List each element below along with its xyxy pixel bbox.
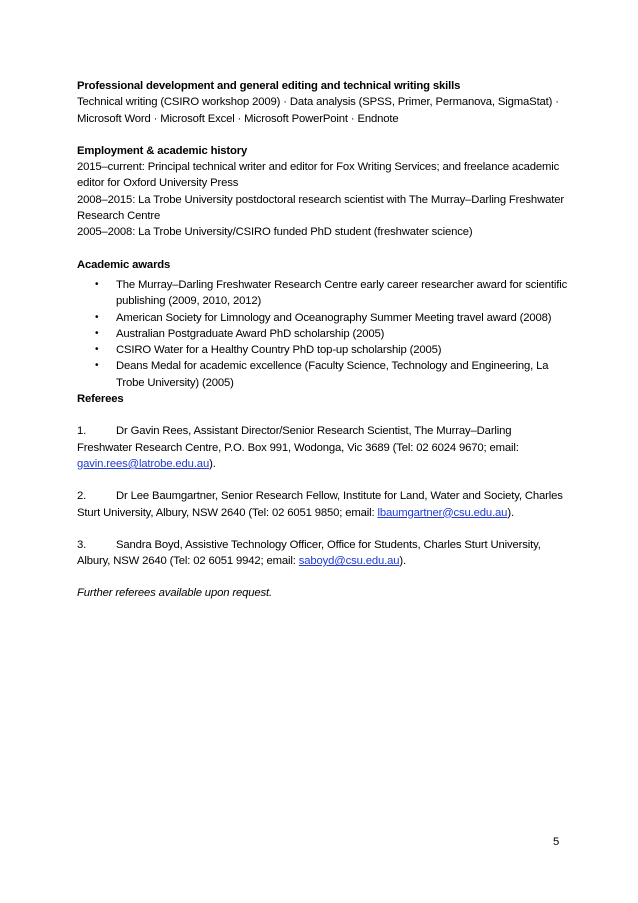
bullet-icon: • [95, 311, 99, 323]
page-number: 5 [553, 836, 560, 848]
award-text: Deans Medal for academic excellence (Faculty Science, Technology and Engineering, La Trobe University) (2005) [116, 360, 549, 389]
employment-heading: Employment & academic history [77, 144, 248, 157]
section-spacer [77, 521, 569, 537]
referee-suffix: ). [399, 555, 406, 568]
award-text: American Society for Limnology and Oceanography Summer Meeting travel award (2008) [116, 311, 552, 324]
section-spacer [77, 407, 569, 423]
bullet-icon: • [95, 278, 99, 290]
referee-number: 1. [77, 425, 87, 438]
page-content [77, 78, 569, 602]
employment-entry: 2008–2015: La Trobe University postdoctoral research scientist with The Murray–Darling Freshwater Research Centre [77, 193, 564, 223]
award-item [77, 326, 569, 342]
skills-line: Microsoft Word · Microsoft Excel · Microsoft PowerPoint · Endnote [77, 112, 399, 125]
award-text: The Murray–Darling Freshwater Research Centre early career researcher award for scientific publishing (2009, 2010, 2012) [116, 278, 568, 308]
referee-email-link[interactable]: saboyd@csu.edu.au [298, 555, 400, 568]
employment-entry: 2015–current: Principal technical writer and editor for Fox Writing Services; and freelance academic editor for Oxford University Press [77, 161, 560, 190]
section-spacer [77, 127, 569, 143]
referee-entry [77, 488, 569, 521]
referee-suffix: ). [507, 506, 514, 519]
award-item [77, 310, 569, 326]
award-text: Australian Postgraduate Award PhD scholarship (2005) [116, 327, 385, 340]
skills-heading: Professional development and general editing and technical writing skills [77, 80, 461, 92]
awards-list [77, 277, 569, 391]
referee-email-link[interactable]: gavin.rees@latrobe.edu.au [77, 457, 210, 470]
award-item [77, 342, 569, 358]
section-spacer [77, 472, 569, 488]
referees-note: Further referees available upon request. [77, 587, 272, 600]
referee-entry [77, 537, 569, 570]
section-spacer [77, 569, 569, 585]
referee-text: Sandra Boyd, Assistive Technology Officer, Office for Students, Charles Sturt University, Albury, NSW 2640 (Tel: 02 6051 9942; email: [77, 538, 541, 568]
award-item [77, 358, 569, 391]
referees-heading: Referees [77, 393, 124, 406]
referee-entry [77, 423, 569, 472]
awards-heading: Academic awards [77, 258, 171, 271]
referee-text: Dr Gavin Rees, Assistant Director/Senior Research Scientist, The Murray–Darling Freshwater Research Centre, P.O. Box 991, Wodonga, Vic 3689 (Tel: 02 6024 9670; email: [77, 425, 519, 454]
referee-number: 2. [77, 490, 87, 503]
section-spacer [77, 241, 569, 257]
award-text: CSIRO Water for a Healthy Country PhD top-up scholarship (2005) [116, 344, 442, 357]
skills-line: Technical writing (CSIRO workshop 2009) · Data analysis (SPSS, Primer, Permanova, SigmaStat) · [77, 96, 559, 109]
bullet-icon: • [95, 327, 99, 339]
referee-email-link[interactable]: lbaumgartner@csu.edu.au [377, 506, 508, 519]
referee-text: Dr Lee Baumgartner, Senior Research Fellow, Institute for Land, Water and Society, Charles Sturt University, Albury, NSW 2640 (Tel: 02 6051 9850; email: [77, 490, 563, 519]
referee-number: 3. [77, 538, 87, 551]
bullet-icon: • [95, 344, 99, 356]
bullet-icon: • [95, 360, 99, 372]
award-item [77, 277, 569, 310]
employment-entry: 2005–2008: La Trobe University/CSIRO funded PhD student (freshwater science) [77, 226, 473, 239]
referee-suffix: ). [209, 457, 216, 470]
